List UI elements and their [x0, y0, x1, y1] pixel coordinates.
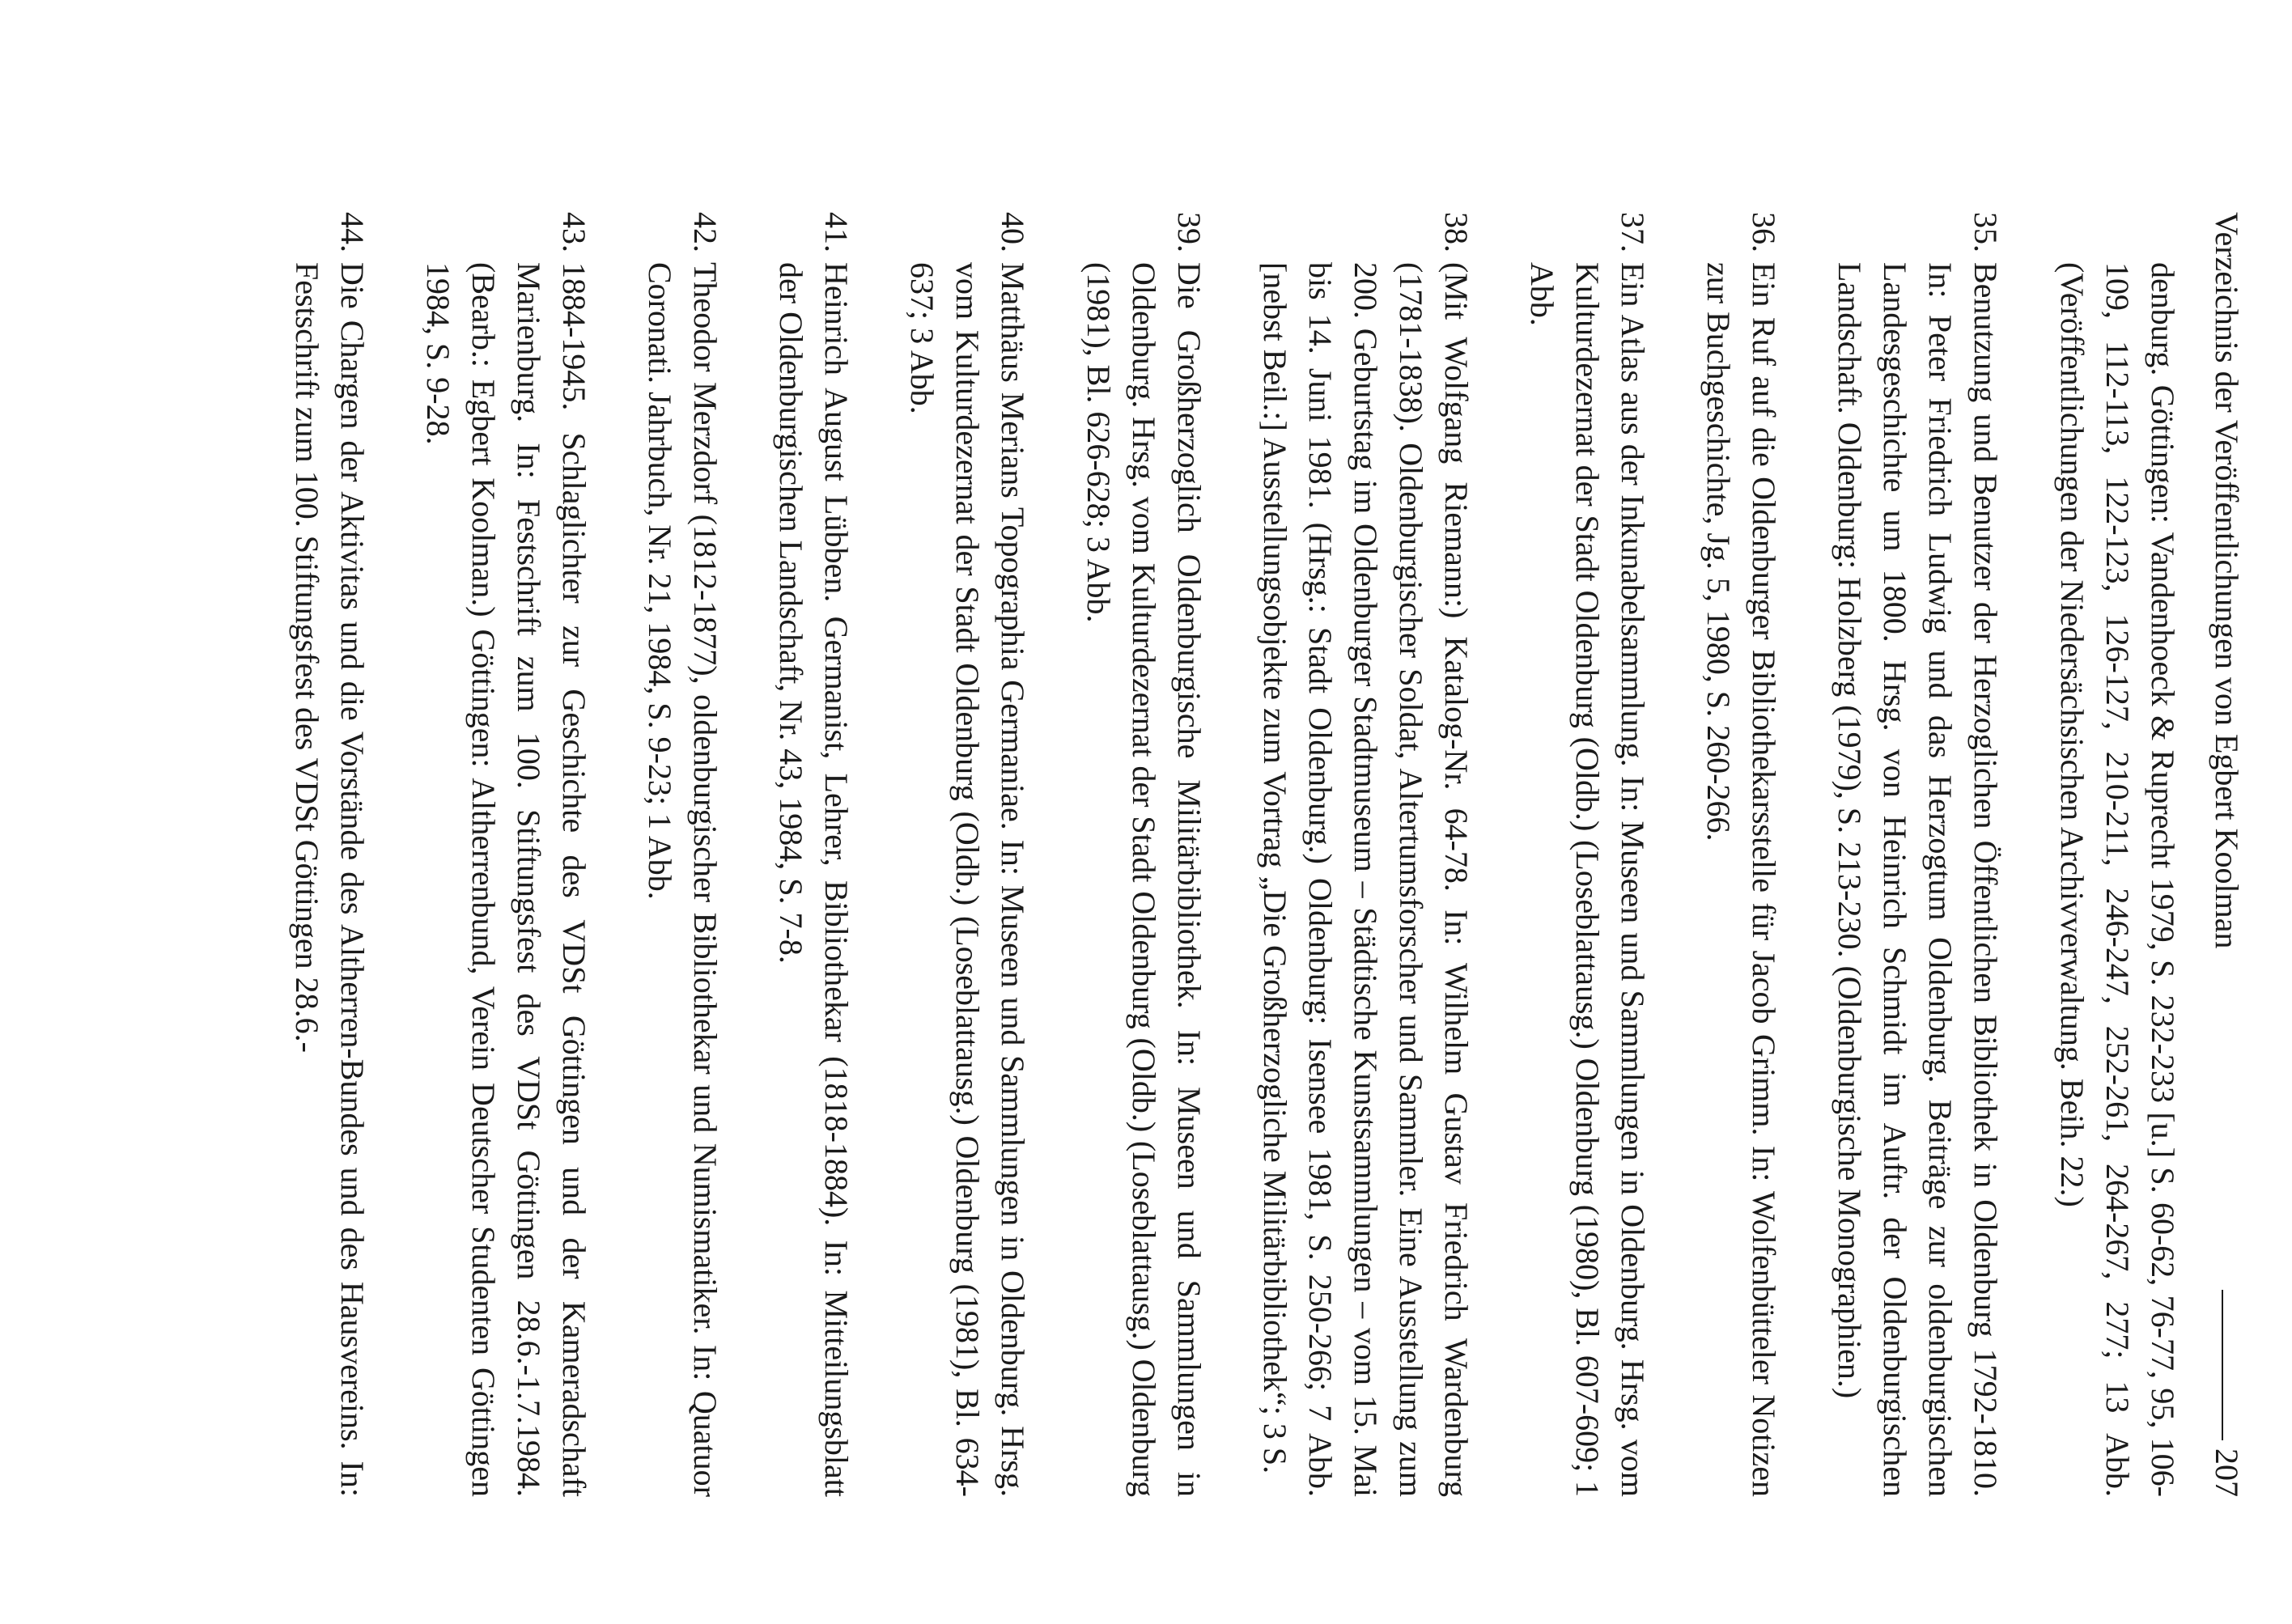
entry-text: Die Chargen der Aktivitas und die Vorstände des Altherren-Bundes und des Hausvereins. In: Festschrift zum 100. Stiftungsfest des VDSt Göttingen 28.6.-	[289, 262, 371, 1497]
header-rule	[2222, 1290, 2223, 1440]
header-title: Verzeichnis der Veröffentlichungen von Egbert Koolman	[2209, 212, 2245, 949]
entry-text: (Mit Wolfgang Riemann:) Katalog-Nr. 64-78. In: Wilhelm Gustav Friedrich Wardenburg (1781-1838). Oldenburgischer Soldat, Altertumsforscher und Sammler. Eine Ausstellung zum 200. Geburtstag im Oldenburger Stadtmuseum – Städtische Kunstsammlungen – vom 15. Mai bis 14. Juni 1981. (Hrsg.: Stadt Oldenburg.) Oldenburg: Isensee 1981, S. 250-266; 7 Abb. [nebst Beil.:] Ausstellungsobjekte zum Vortrag „Die Großherzogliche Militärbibliothek“; 3 S.	[1257, 262, 1475, 1497]
entry-text: Heinrich August Lübben. Germanist, Lehrer, Bibliothekar (1818-1884). In: Mitteilungsblatt der Oldenburgischen Landschaft, Nr. 43, 1984, S. 7-8.	[773, 262, 855, 1497]
entry-37	[1519, 212, 1655, 1497]
entry-38	[1252, 212, 1479, 1497]
entry-41	[768, 212, 859, 1497]
entry-text: denburg. Göttingen: Vandenhoeck & Ruprecht 1979, S. 232-233 [u.] S. 60-62, 76-77, 95, 106-109, 112-113, 122-123, 126-127, 210-211, 246-247, 252-261, 264-267, 277; 13 Abb. (Veröffentlichungen der Niedersächsischen Archivverwaltung. Beih. 22.)	[2054, 262, 2181, 1497]
entry-number: 44.	[334, 212, 371, 252]
entry-number: 36.	[1746, 212, 1782, 252]
entry-text: Theodor Merzdorf (1812-1877), oldenburgischer Bibliothekar und Numismatiker. In: Quatuor Coronati. Jahrbuch, Nr. 21, 1984, S. 9-23; 1 Abb.	[642, 262, 724, 1497]
bibliography-list	[244, 212, 2185, 1497]
entry-number: 35.	[1967, 212, 2004, 252]
entry-number: 38.	[1438, 212, 1475, 252]
entry-43	[415, 212, 596, 1497]
entry-number: 42.	[687, 212, 724, 252]
entry-44	[284, 212, 375, 1497]
entry-continuation	[2049, 212, 2185, 1497]
entry-text: Die Großherzoglich Oldenburgische Militärbibliothek. In: Museen und Sammlungen in Oldenburg. Hrsg. vom Kulturdezernat der Stadt Oldenburg (Oldb.) (Loseblattausg.) Oldenburg (1981), Bl. 626-628; 3 Abb.	[1080, 262, 1208, 1497]
entry-text: Benutzung und Benutzer der Herzoglichen Öffentlichen Bibliothek in Oldenburg 1792-1810. In: Peter Friedrich Ludwig und das Herzogtum Oldenburg. Beiträge zur oldenburgischen Landesgeschichte um 1800. Hrsg. von Heinrich Schmidt im Auftr. der Oldenburgischen Landschaft. Oldenburg: Holzberg (1979), S. 213-230. (Oldenburgische Monographien.)	[1831, 262, 2004, 1497]
running-header	[2206, 212, 2247, 1497]
entry-number: 40.	[995, 212, 1031, 252]
page-number: 207	[2209, 1448, 2245, 1497]
entry-39	[1076, 212, 1212, 1497]
entry-35	[1827, 212, 2008, 1497]
entry-number: 39.	[1171, 212, 1208, 252]
entry-36	[1696, 212, 1786, 1497]
entry-text: Ein Atlas aus der Inkunabelsammlung. In: Museen und Sammlungen in Oldenburg. Hrsg. vom Kulturdezernat der Stadt Oldenburg (Oldb.) (Loseblattausg.) Oldenburg (1980), Bl. 607-609; 1 Abb.	[1524, 262, 1651, 1497]
entry-number: 41.	[818, 212, 855, 252]
entry-42	[637, 212, 728, 1497]
entry-number: 43.	[556, 212, 592, 252]
entry-40	[899, 212, 1035, 1497]
entry-text: Ein Ruf auf die Oldenburger Bibliothekarsstelle für Jacob Grimm. In: Wolfenbütteler Notizen zur Buchgeschichte, Jg. 5, 1980, S. 260-266.	[1700, 262, 1782, 1497]
entry-text: Matthäus Merians Topographia Germaniae. In: Museen und Sammlungen in Oldenburg. Hrsg. vom Kulturdezernat der Stadt Oldenburg (Oldb.) (Loseblattausg.) Oldenburg (1981), Bl. 634-637; 3 Abb.	[904, 262, 1031, 1497]
entry-number: 37.	[1615, 212, 1651, 252]
entry-text: 1884-1945. Schlaglichter zur Geschichte des VDSt Göttingen und der Kameradschaft Marienburg. In: Festschrift zum 100. Stiftungsfest des VDSt Göttingen 28.6.-1.7.1984. (Bearb.: Egbert Koolman.) Göttingen: Altherrenbund, Verein Deutscher Studenten Göttingen 1984, S. 9-28.	[420, 262, 592, 1497]
